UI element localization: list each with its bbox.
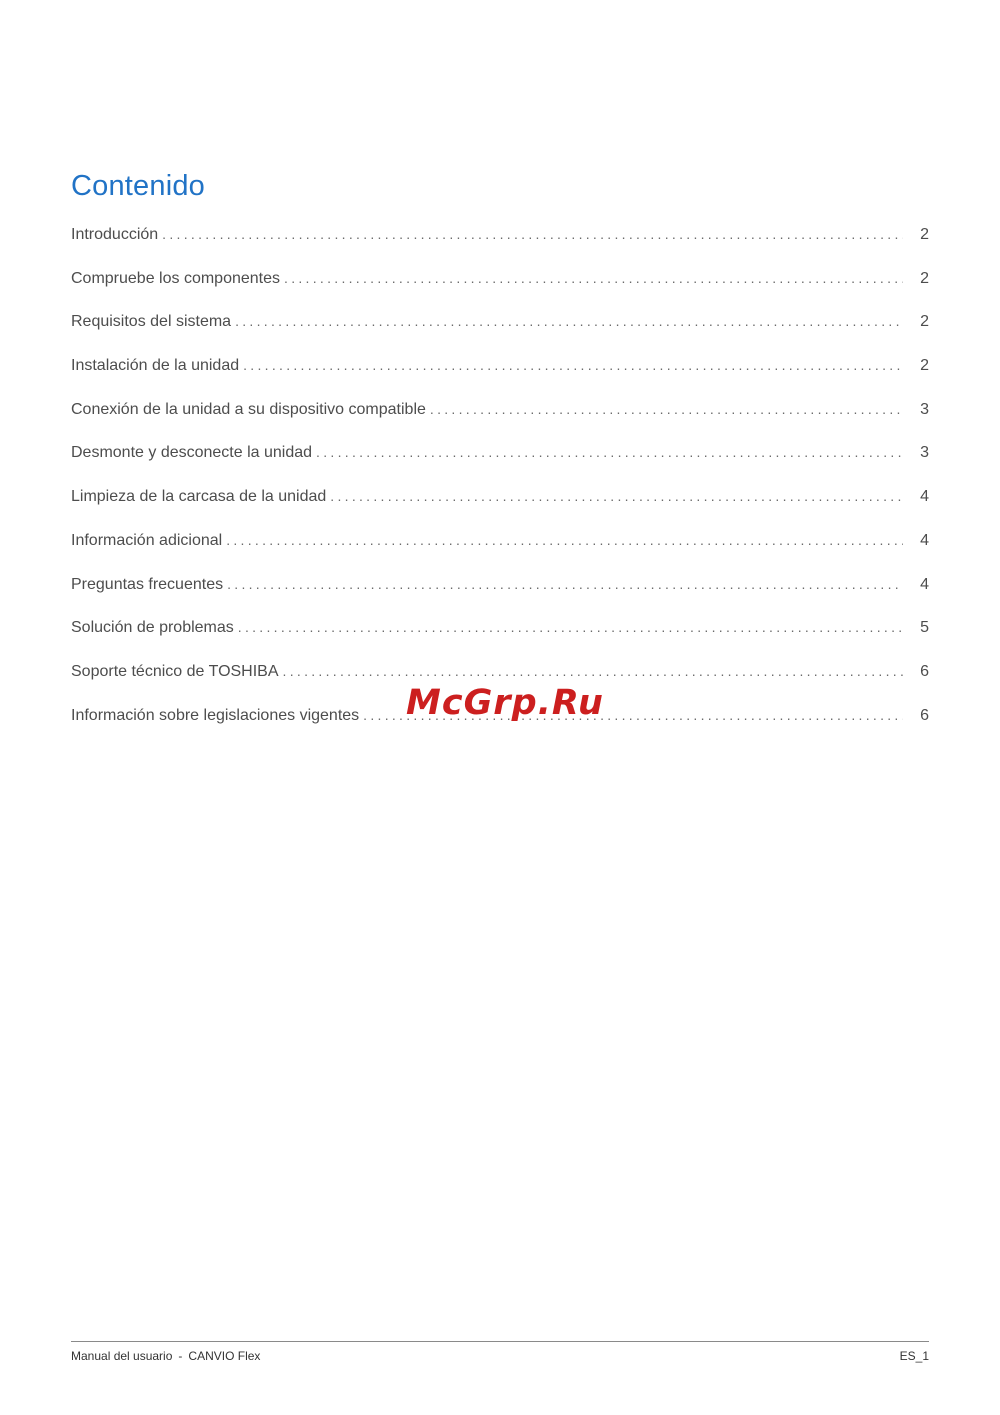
toc-item-label: Instalación de la unidad xyxy=(71,357,240,375)
dot-leader xyxy=(238,619,903,635)
footer-document-title xyxy=(71,1349,260,1363)
toc-item-solucion[interactable] xyxy=(71,619,929,663)
dot-leader xyxy=(316,444,903,460)
footer-separator: - xyxy=(178,1349,183,1363)
toc-item-label: Introducción xyxy=(71,226,159,243)
toc-item-instalacion[interactable] xyxy=(71,357,929,401)
toc-item-label: Información sobre legislaciones vigentes xyxy=(71,706,360,724)
toc-item-page: 3 xyxy=(920,444,929,462)
toc-item-page: 6 xyxy=(920,662,929,680)
footer-manual-label: Manual del usuario xyxy=(71,1349,173,1363)
toc-item-label: Compruebe los componentes xyxy=(71,269,281,287)
footer-product-name: CANVIO Flex xyxy=(188,1349,261,1363)
toc-item-label: Solución de problemas xyxy=(71,619,234,637)
table-of-contents xyxy=(71,226,929,750)
toc-item-componentes[interactable] xyxy=(71,270,929,314)
dot-leader xyxy=(283,663,903,679)
dot-leader xyxy=(284,270,903,286)
toc-item-page: 2 xyxy=(920,313,929,331)
toc-item-conexion[interactable] xyxy=(71,401,929,445)
toc-item-page: 2 xyxy=(920,269,929,287)
dot-leader xyxy=(226,532,903,548)
dot-leader xyxy=(430,401,903,417)
toc-item-label: Limpieza de la carcasa de la unidad xyxy=(71,488,327,506)
toc-item-label: Desmonte y desconecte la unidad xyxy=(71,444,313,462)
toc-item-label: Preguntas frecuentes xyxy=(71,575,224,593)
footer-page-number: ES_1 xyxy=(899,1349,929,1363)
toc-item-page: 2 xyxy=(920,226,929,243)
dot-leader xyxy=(330,488,903,504)
footer-divider xyxy=(71,1341,929,1342)
dot-leader xyxy=(227,576,903,592)
toc-item-desmonte[interactable] xyxy=(71,444,929,488)
toc-item-label: Soporte técnico de TOSHIBA xyxy=(71,662,279,680)
toc-item-page: 6 xyxy=(920,706,929,724)
toc-item-page: 5 xyxy=(920,619,929,637)
toc-item-preguntas[interactable] xyxy=(71,576,929,620)
dot-leader xyxy=(162,226,903,242)
watermark: McGrp.Ru xyxy=(406,683,604,723)
dot-leader xyxy=(243,357,903,373)
toc-item-label: Conexión de la unidad a su dispositivo compatible xyxy=(71,400,426,418)
toc-item-label: Requisitos del sistema xyxy=(71,313,232,331)
dot-leader xyxy=(235,313,903,329)
toc-item-page: 3 xyxy=(920,400,929,418)
toc-item-page: 4 xyxy=(920,488,929,506)
toc-item-requisitos[interactable] xyxy=(71,313,929,357)
toc-item-introduccion[interactable] xyxy=(71,226,929,270)
toc-item-page: 4 xyxy=(920,531,929,549)
toc-item-limpieza[interactable] xyxy=(71,488,929,532)
toc-item-informacion-adicional[interactable] xyxy=(71,532,929,576)
toc-item-page: 4 xyxy=(920,575,929,593)
toc-item-label: Información adicional xyxy=(71,531,223,549)
page-title: Contenido xyxy=(71,170,206,202)
toc-item-page: 2 xyxy=(920,357,929,375)
